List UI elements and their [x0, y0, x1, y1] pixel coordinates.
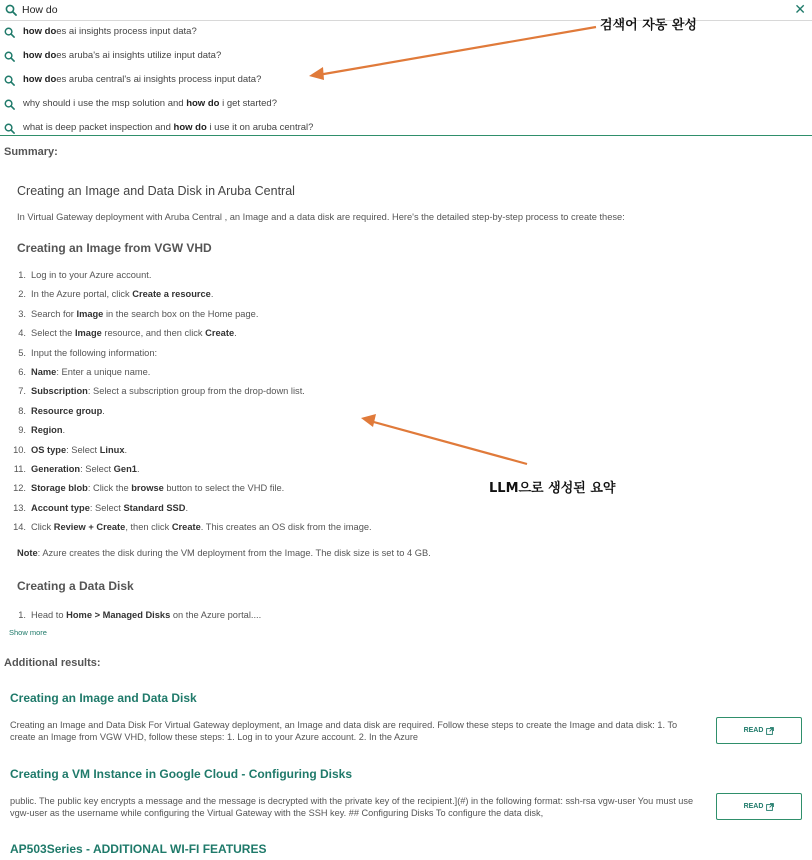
- summary-label: Summary:: [4, 146, 58, 158]
- suggestion-match: how do: [186, 98, 220, 109]
- bold-text: Generation: [31, 464, 81, 474]
- bold-text: Linux: [99, 444, 125, 455]
- bold-text: Resource group: [31, 405, 103, 416]
- step-number: 4.: [18, 328, 26, 339]
- step-text: [31, 289, 213, 299]
- step-text: [31, 464, 140, 474]
- result-title-3[interactable]: AP503Series - ADDITIONAL WI-FI FEATURES: [10, 842, 267, 856]
- text: Search for: [31, 308, 77, 319]
- bold-text: Note: [17, 548, 38, 558]
- bold-text: Create a resource: [132, 289, 211, 300]
- step-number: 13.: [13, 502, 26, 513]
- bold-text: browse: [131, 483, 164, 494]
- step-number: 3.: [18, 308, 26, 319]
- text: .: [124, 444, 128, 455]
- text: Click: [31, 522, 54, 533]
- text: .: [136, 464, 140, 474]
- bold-text: Account type: [31, 502, 90, 513]
- text: : Azure creates the disk during the VM deployment from the Image. The disk size is set to 4 GB.: [37, 548, 431, 558]
- show-more-link[interactable]: Show more: [9, 628, 47, 637]
- suggestion-match: how do: [23, 26, 57, 37]
- read-button-label: READ: [743, 727, 764, 734]
- step-number: 1.: [18, 610, 26, 620]
- text: : Select: [80, 464, 114, 474]
- step-number: 2.: [18, 289, 26, 300]
- step-text: [31, 483, 284, 493]
- suggestion-prefix: what is deep packet inspection and: [23, 122, 174, 133]
- text: .: [210, 289, 214, 300]
- suggestion-rest: es aruba central's ai insights process input data?: [56, 74, 262, 85]
- bold-text: Home > Managed Disks: [66, 610, 171, 620]
- arrow-llm-summary: [361, 414, 527, 464]
- text: on the Azure portal....: [170, 610, 262, 620]
- step-text: [31, 348, 157, 358]
- text: Head to: [31, 610, 67, 620]
- step-number: 9.: [18, 425, 26, 436]
- summary-title: Creating an Image and Data Disk in Aruba Central: [17, 184, 295, 198]
- result-title-1[interactable]: Creating an Image and Data Disk: [10, 691, 197, 705]
- suggestion-match: how do: [23, 74, 57, 85]
- annotation-autocomplete: 검색어 자동 완성: [600, 18, 697, 33]
- bold-text: Image: [74, 328, 102, 339]
- bold-text: Image: [76, 308, 104, 319]
- step-text: [31, 367, 150, 377]
- step-number: 6.: [18, 367, 26, 377]
- text: Select the: [31, 328, 75, 339]
- text: : Click the: [87, 483, 132, 494]
- step-number: 7.: [18, 386, 26, 397]
- text: .: [185, 502, 189, 513]
- text: . This creates an OS disk from the image.: [200, 522, 372, 533]
- step-number: 1.: [18, 270, 26, 280]
- suggestion-rest: i get started?: [219, 98, 277, 109]
- bold-text: Review + Create: [53, 522, 126, 533]
- text: : Select a subscription group from the drop-down list.: [87, 386, 305, 397]
- step-text: [31, 309, 258, 319]
- text: , then click: [125, 522, 172, 533]
- arrow-autocomplete: [309, 27, 596, 80]
- step-number: 8.: [18, 405, 26, 416]
- bold-text: Standard SSD: [123, 502, 186, 513]
- bold-text: Subscription: [31, 386, 88, 397]
- read-button-2[interactable]: [716, 793, 802, 820]
- text: .: [234, 328, 237, 339]
- step-text: [31, 270, 151, 280]
- step-number: 10.: [13, 444, 26, 455]
- step-number: 12.: [13, 483, 26, 494]
- step-text: [31, 406, 105, 416]
- step-text: [31, 328, 237, 338]
- text: button to select the VHD file.: [163, 483, 285, 494]
- external-link-icon: [766, 727, 774, 735]
- suggestion-prefix: why should i use the msp solution and: [23, 98, 187, 109]
- bold-text: OS type: [31, 444, 67, 455]
- suggestion-match: how do: [23, 50, 57, 61]
- step-text: [31, 522, 372, 532]
- summary-note: [17, 548, 431, 558]
- bold-text: Name: [31, 367, 57, 377]
- additional-results-label: Additional results:: [4, 657, 101, 669]
- step-number: 5.: [18, 347, 26, 358]
- text: .: [62, 425, 66, 436]
- result-snippet-1: Creating an Image and Data Disk For Virtual Gateway deployment, an Image and data disk are required. Follow these steps to create the Image and data disk: 1. To create an Image from VGW VHD, follow these steps: 1. Log in to your Azure account. 2. In the Azure: [10, 720, 678, 742]
- text: Input the following information:: [31, 347, 158, 358]
- suggestion-match: how do: [173, 122, 207, 133]
- step-text: [31, 445, 127, 455]
- summary-intro: In Virtual Gateway deployment with Aruba Central , an Image and a data disk are required. Here's the detailed step-by-step process to create these:: [17, 212, 625, 222]
- read-button-label: READ: [743, 803, 764, 810]
- text: resource, and then click: [101, 328, 206, 339]
- bold-text: Create: [171, 522, 201, 533]
- external-link-icon: [766, 803, 774, 811]
- step-text: [31, 610, 261, 620]
- suggestion-rest: i use it on aruba central?: [206, 122, 314, 133]
- text: : Select: [66, 444, 100, 455]
- step-number: 14.: [13, 522, 26, 533]
- text: in the search box on the Home page.: [103, 308, 259, 319]
- read-button-1[interactable]: [716, 717, 802, 744]
- close-icon[interactable]: ✕: [794, 1, 806, 17]
- suggestion-rest: es aruba's ai insights utilize input data?: [56, 50, 222, 61]
- bold-text: Create: [205, 328, 235, 339]
- bold-text: Gen1: [113, 464, 137, 474]
- text: .: [102, 405, 105, 416]
- suggestion-rest: es ai insights process input data?: [56, 26, 197, 37]
- step-text: [31, 503, 188, 513]
- step-number: 11.: [13, 464, 26, 474]
- result-title-2[interactable]: Creating a VM Instance in Google Cloud - Configuring Disks: [10, 767, 353, 781]
- bold-text: Region: [31, 425, 63, 436]
- text: Log in to your Azure account.: [31, 270, 152, 280]
- step-text: [31, 386, 305, 396]
- section-title-data-disk: Creating a Data Disk: [17, 579, 134, 593]
- text: In the Azure portal, click: [31, 289, 133, 300]
- section-title-image: Creating an Image from VGW VHD: [17, 241, 212, 255]
- step-text: [31, 425, 65, 435]
- text: : Enter a unique name.: [56, 367, 151, 377]
- text: : Select: [89, 502, 124, 513]
- bold-text: Storage blob: [31, 483, 88, 494]
- result-snippet-2: public. The public key encrypts a message and the message is decrypted with the private key of the recipient.](#) in the following format: ssh-rsa vgw-user You must use vgw-user as the username while configuring the Virtual Gateway with the SSH key. ## Configuring Disks To configure the data disk,: [10, 796, 694, 818]
- annotation-llm-summary: LLM으로 생성된 요약: [489, 481, 616, 496]
